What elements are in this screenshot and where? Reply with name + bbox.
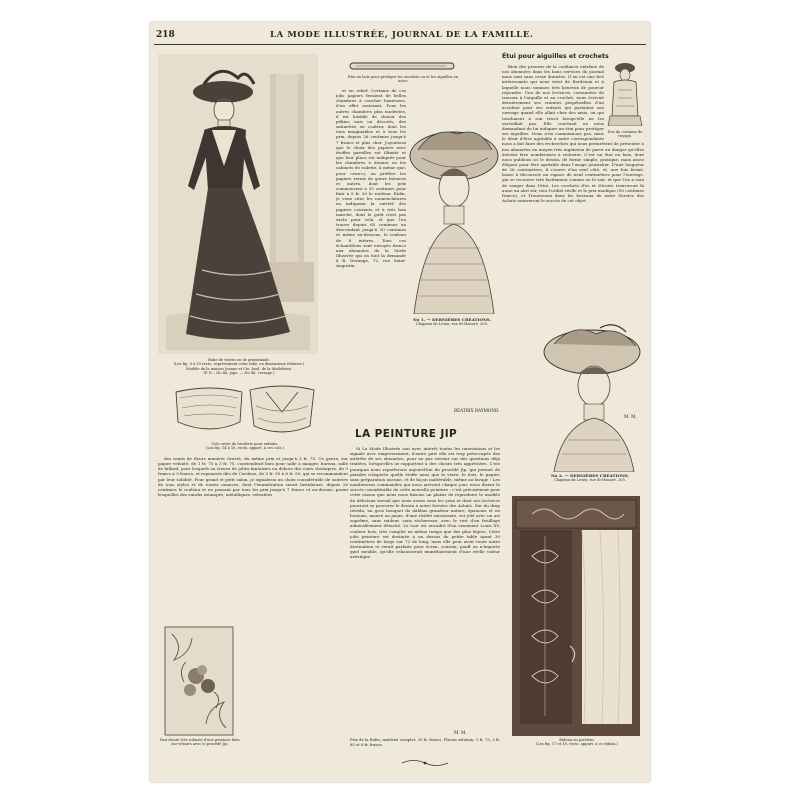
jip-article bbox=[350, 446, 500, 728]
hat1-caption bbox=[402, 318, 502, 327]
jip-prices: Prix de la Boîte, matériel complet, 29 fr. francs. Flacon solution, 1 fr. 75, 2 fr. 85 et 6 fr. francs. bbox=[350, 738, 500, 747]
jip-article-text: Si La Mode Illustrée suit avec intérêt toutes les innovations et les signale avec empressement, d'autre part elle est trop préoccupée des intérêts de ses abonnées, pour ne pas revenir sur des questions déjà traitées, lorsqu'elles se rapportent à des choses très appréciées. C'est pourquoi nous reparlerons aujourd'hui du procédé Jip, qui permet de peindre n'importe quelle étoffe ainsi que le verre, le bois, le papier, sans préparation aucune, et de façon inaltérable, même au lavage ! Les nombreuses commandes qui nous arrivent chaque jour, nous disent le succès considérable de cette nouvelle peinture : c'est précisément pour cette raison que nous nous faisons un plaisir de reproduire le modèle du délicieux travail que nous avons sous les yeux et dont nos lectrices pourront se procurer le dessin à notre Service des Achats. Sur du drap réséda, un gros bouquet de dahlias grandeur nature, épanouis et en boutons, mauve ou jaune, d'une réalité saisissante, est jeté avec un art suprême, sans raideur, sans sécheresse, avec le vert d'un feuillage admirablement détaché. Le tout est encadré d'un ornement Louis XV, couleur bois, très complet en même temps que des plus légers. Cette jolie peinture est destinée à un dessus de petite table ayant 30 centimètres de large sur 72 de long, mais elle peut avoir toute autre destination et serait parfaite pour écran, coussin, pouff ou n'importe quel meuble, qu'elle rehausserait immédiatement d'une réelle valeur artistique. bbox=[350, 446, 500, 560]
seeds-article-text bbox=[158, 456, 348, 650]
collars-caption-detail: (Les fig. 14 à 16, recto, appart. à ces cols.) bbox=[206, 446, 284, 451]
hat2-caption-title: No 2. — DERNIÈRES CRÉATIONS. bbox=[550, 473, 630, 478]
dress-caption-ref: (P. D. : No 46, jupe. — No 46, corsage.) bbox=[203, 371, 275, 376]
collars-caption-title: Cols ornés de broderie pour enfants. bbox=[211, 442, 279, 446]
page-number: 218 bbox=[156, 30, 175, 40]
dress-caption bbox=[156, 358, 322, 376]
collars-illustration bbox=[170, 382, 320, 440]
dress-caption-title: Robe de visites ou de promenade. bbox=[208, 358, 270, 362]
curtain-caption-title: Rideau ou portière. bbox=[559, 738, 595, 742]
end-ornament bbox=[400, 758, 450, 768]
jip-signature: M. M. bbox=[454, 730, 467, 735]
hat1-illustration bbox=[404, 118, 500, 314]
needle-case-illustration bbox=[348, 60, 456, 72]
fan-painting-illustration bbox=[164, 626, 234, 736]
collars-caption bbox=[168, 442, 322, 451]
etui-article-text: Bien des preuves de la confiance extrême de nos abonnées dans les bons services du journal nous sont sans cesse données. Il en est une fort intéressante qui nous vient de Bordeaux et à laquelle nous sommes très heureux de pouvoir répondre. Une de nos lectrices, costumière de travaux à l'aiguille et au crochet, nous écrivait dernièrement ses craintes perpétuelles d'un accident pour ses enfants qui partaient son ouvrage quand elle allait chez des amis, ou qui touchaient à son tricot lorsqu'elle ne les surveillait pas. Elle concluait en nous demandant de lui indiquer un étui pour protéger ses aiguilles. Nous n'en connaissions pas, mais le désir d'être agréable à notre correspondante nous a fait faire des recherches qui nous permettent de présenter à nos abonnées un moyen très ingénieux de parer au danger qu'elles doivent être nombreuses à redouter. C'est un étui en bois, dont nous publions ici le dessin, de forme simple, pratique, mais assez élégant pour être agréable dans l'usage journalier. D'une longueur de 26 centimètres, il s'ouvre d'un seul côté, et, une fois fermé, laisse à découvert un espace de neuf centimètres pour l'ouvrage, qui se recouvre très facilement comme on le sait, et que l'on a soin de ranger dans l'étui. Les crochets d'os et d'ivoire trouveront là aussi un abri sûr, tout l'utilité réelle et le prix modique (90 centimes franco), et Trousseaux dans les bureaux de notre Service des Achats assureront le succès de cet objet. bbox=[502, 64, 644, 204]
seeds-article-paragraph: des semis de fleurs manière Gravet, du même prix et jusqu'à 3 fr. 75. Ce genre, sur papier velouté, de 1 fr. 75 à 3 fr. 75, conviendrait bien pour salle à manger, bureau, salle de billard, pour lesquels on trouve de jolies fantaisies en dehors des cuirs classiques, de 9 francs à 3 francs, et repoussés dits de Cordoue, de 3 fr. 95 à 6 fr. 50, qui se recommandent par leur solidité. Pour grand et petit salon, je signalerai un choix considérable de soieries de tous styles et de toutes nuances, dont l'énumération serait fastidieuse, depuis 26 centimes le rouleau et en passant par tous les prix jusqu'à 7 francs et au-dessus, parmi lesquelles des surahs estampés, métalliques, veloutées bbox=[158, 456, 348, 498]
fan-caption: Pan-clouté très robuste d'une peinture faite sur velours avec le procédé Jip. bbox=[160, 738, 240, 747]
dress-caption-model: Modèle de la maison Jeanne et Cie, boul. de la Madeleine. bbox=[186, 366, 292, 371]
curtain-caption-detail: (Les fig. 17 et 18, recto, appart. à ce rideau.) bbox=[535, 742, 619, 747]
needle-case-caption: Étui en bois pour protéger les crochets ou et les aiguilles en acier. bbox=[347, 75, 459, 84]
dress-caption-detail: (Les fig. 9 à 10 recto, représentent cette robe, en dimensions réduites.) bbox=[173, 362, 305, 367]
costume-back-illustration bbox=[606, 60, 644, 126]
etui-heading: Étui pour aiguilles et crochets bbox=[502, 53, 609, 60]
hat1-caption-detail: Chapeau de Lewis, rue St-Honoré, 205. bbox=[416, 322, 488, 327]
curtain-caption bbox=[510, 738, 644, 747]
hat2-caption bbox=[534, 474, 646, 483]
hat1-caption-title: No 1. — DERNIÈRES CRÉATIONS. bbox=[412, 317, 492, 322]
papers-article-text: et en relief. Certains de ces jolis papiers feraient de belles chambres à coucher luxueuses, d'un effet ravissant. Pour les autres chambres plus modestes, il est loisible de choisir des pékins unis ou décorés, des satinettes en couleur, dont les tons imaginables et à tous les prix, depuis 26 centimes jusqu'à 7 francs et plus cher. J'ajouterai que le choix des papiers avec étoffes pareilles est illimité et que leur place est indiquée pour les chambres à donner ou les cabinets de toilette, à même que, pour ceux-ci, on préfère les papiers vernis de genre faïences et autres, dont les prix commencent à 35 centimes pour finir à 5 fr. 30 le rouleau. Enfin, je veux citer les nomenclatures en indiquant la variété des papiers courants et à très bon marché, dont le goût n'est pas exclu pour cela, et que l'on trouve depuis 65 centimes en descendant jusqu'à 30 centimes et même au-dessous, le rouleau de 8 mètres. Tous ces échantillons sont envoyés franco aux abonnées de la Mode Illustrée qui en font la demande à B. Dorange, 72, rue Saint-Augustin. bbox=[336, 88, 406, 269]
hat2-illustration bbox=[540, 322, 644, 472]
hat2-caption-detail: Chapeau de Lewis, rue St-Honoré, 205. bbox=[554, 478, 626, 483]
costume-caption: Dos du costume de voyage. bbox=[607, 130, 643, 139]
dress-illustration bbox=[158, 54, 318, 354]
curtain-illustration bbox=[512, 496, 640, 736]
magazine-page bbox=[150, 22, 650, 782]
header-rule bbox=[154, 44, 646, 45]
etui-signature: M. M. bbox=[624, 414, 637, 419]
journal-title: LA MODE ILLUSTRÉE, JOURNAL DE LA FAMILLE. bbox=[270, 30, 534, 40]
jip-heading: LA PEINTURE JIP bbox=[355, 428, 458, 440]
papers-signature: BÉATRIX RAYMOND. bbox=[454, 408, 500, 413]
